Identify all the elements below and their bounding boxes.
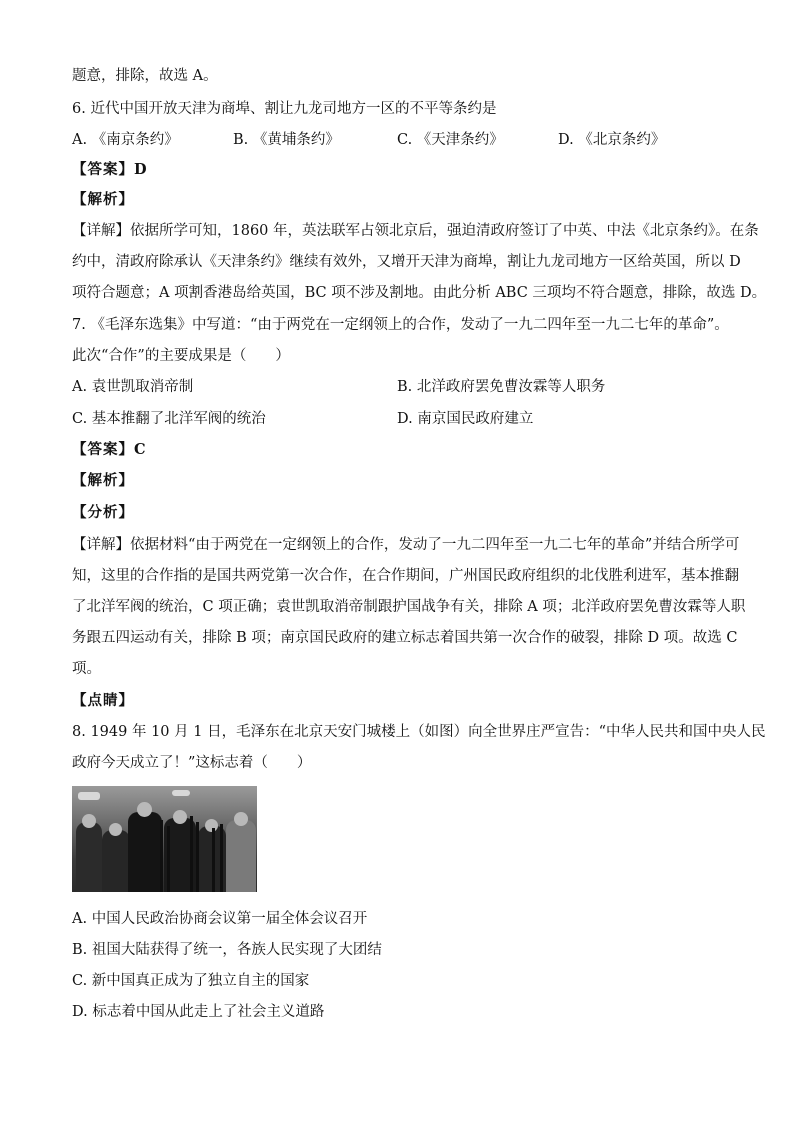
- explanation-line: 约中，清政府除承认《天津条约》继续有效外，又增开天津为商埠，割让九龙司地方一区给英国，所以 D: [72, 254, 741, 270]
- question-8-option-c: C. 新中国真正成为了独立自主的国家: [72, 973, 310, 989]
- answer-label: 【答案】D: [72, 161, 148, 178]
- option-a: A. 袁世凯取消帝制: [72, 379, 194, 395]
- option-d: D. 南京国民政府建立: [397, 411, 534, 427]
- question-8-option-b: B. 祖国大陆获得了统一，各族人民实现了大团结: [72, 942, 382, 958]
- question-8-stem: 8. 1949 年 10 月 1 日，毛泽东在北京天安门城楼上（如图）向全世界庄严宣告：“中华人民共和国中央人民: [72, 724, 766, 740]
- question-8-option-d: D. 标志着中国从此走上了社会主义道路: [72, 1004, 325, 1020]
- option-c: C. 《天津条约》: [397, 132, 504, 148]
- answer-label: 【答案】C: [72, 441, 147, 458]
- option-c: C. 基本推翻了北洋军阀的统治: [72, 411, 266, 427]
- text-line: 题意，排除，故选 A。: [72, 68, 218, 84]
- question-7-stem: 7. 《毛泽东选集》中写道：“由于两党在一定纲领上的合作，发动了一九二四年至一九二七年的革命”。: [72, 317, 729, 333]
- analysis-label: 【解析】: [72, 191, 134, 208]
- explanation-line: 【详解】依据所学可知，1860 年，英法联军占领北京后，强迫清政府签订了中英、中法《北京条约》。在条: [72, 223, 759, 239]
- analysis-label: 【分析】: [72, 504, 134, 521]
- option-b: B. 《黄埔条约》: [233, 132, 340, 148]
- option-b: B. 北洋政府罢免曹汝霖等人职务: [397, 379, 606, 395]
- explanation-line: 了北洋军阀的统治，C 项正确；袁世凯取消帝制跟护国战争有关，排除 A 项；北洋政府罢免曹汝霖等人职: [72, 599, 746, 615]
- question-8-stem-cont: 政府今天成立了！”这标志着（ ）: [72, 755, 312, 771]
- question-7-stem-cont: 此次“合作”的主要成果是（ ）: [72, 348, 290, 364]
- question-8-option-a: A. 中国人民政治协商会议第一届全体会议召开: [72, 911, 368, 927]
- question-6-stem: 6. 近代中国开放天津为商埠、割让九龙司地方一区的不平等条约是: [72, 101, 497, 117]
- analysis-label: 【解析】: [72, 472, 134, 489]
- tips-label: 【点睛】: [72, 692, 134, 709]
- explanation-line: 务跟五四运动有关，排除 B 项；南京国民政府的建立标志着国共第一次合作的破裂，排除 D 项。故选 C: [72, 630, 738, 646]
- option-d: D. 《北京条约》: [558, 132, 666, 148]
- option-a: A. 《南京条约》: [72, 132, 179, 148]
- explanation-line: 项。: [72, 661, 101, 677]
- explanation-line: 【详解】依据材料“由于两党在一定纲领上的合作，发动了一九二四年至一九二七年的革命”并结合所学可: [72, 537, 740, 553]
- explanation-line: 知，这里的合作指的是国共两党第一次合作，在合作期间，广州国民政府组织的北伐胜利进军，基本推翻: [72, 568, 739, 584]
- explanation-line: 项符合题意；A 项割香港岛给英国，BC 项不涉及割地。由此分析 ABC 三项均不符合题意，排除，故选 D。: [72, 285, 767, 301]
- historical-photo: [72, 786, 257, 892]
